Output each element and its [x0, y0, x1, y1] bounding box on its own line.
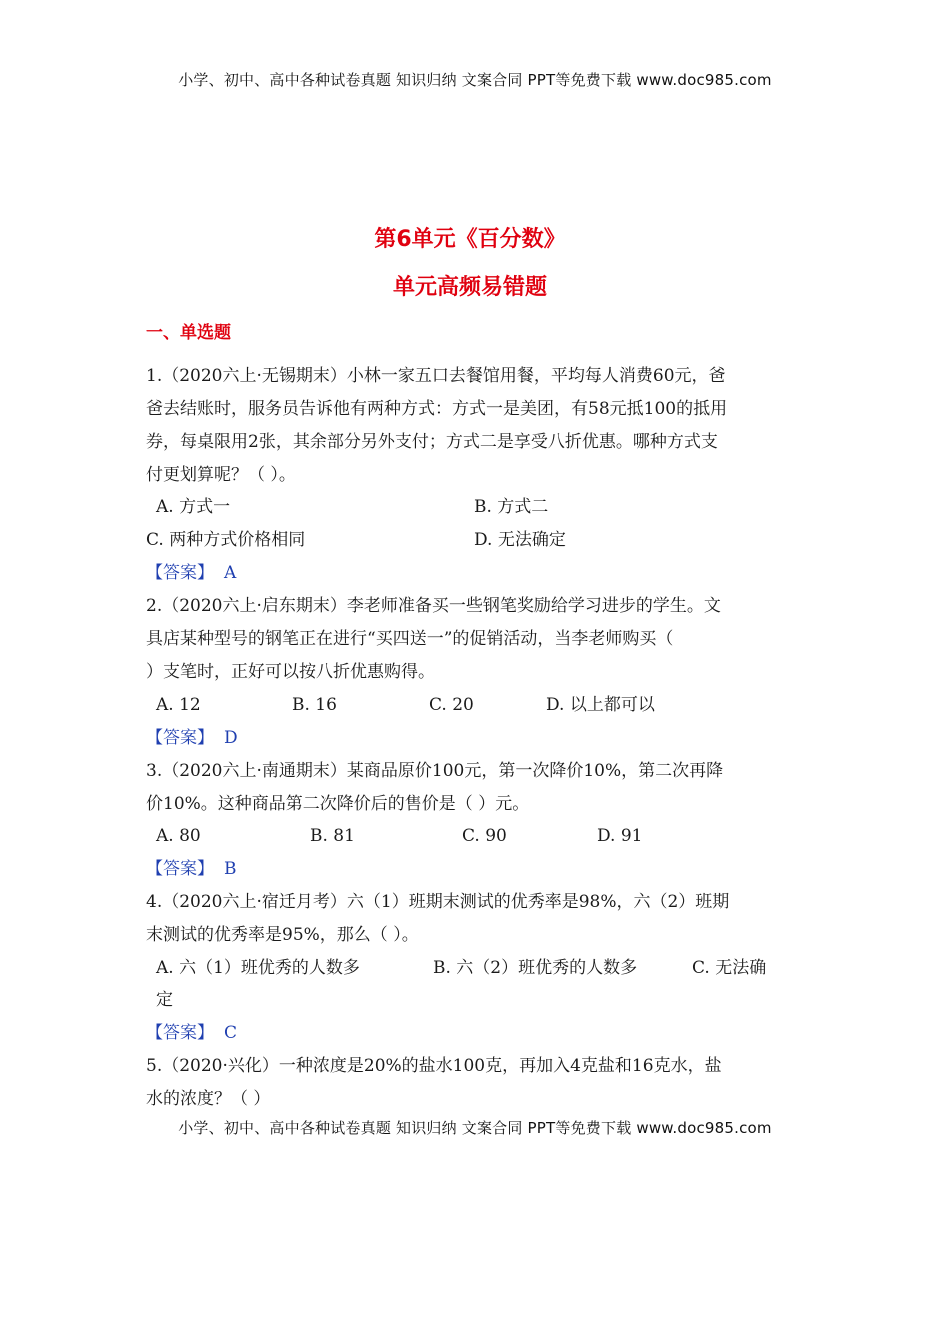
option-d: D. 以上都可以 — [546, 695, 655, 715]
question-line: 具店某种型号的钢笔正在进行“买四送一”的促销活动，当李老师购买（ — [146, 629, 674, 649]
answer-label: 【答案】 — [146, 1023, 214, 1043]
document-subtitle: 单元高频易错题 — [392, 275, 547, 300]
answer-label: 【答案】 — [146, 859, 214, 879]
answer-2 — [146, 722, 238, 755]
answer-1 — [146, 557, 236, 590]
answer-value: B — [224, 859, 237, 879]
question-2 — [146, 590, 806, 689]
option-b: B. 方式二 — [474, 497, 549, 517]
footer-banner: 小学、初中、高中各种试卷真题 知识归纳 文案合同 PPT等免费下载 www.doc985.com — [178, 1119, 772, 1137]
option-c: C. 两种方式价格相同 — [146, 530, 306, 550]
question-line: 水的浓度？（ ） — [146, 1089, 271, 1109]
question-line: 1.（2020六上·无锡期末）小林一家五口去餐馆用餐，平均每人消费60元，爸 — [146, 366, 726, 386]
question-line: ）支笔时，正好可以按八折优惠购得。 — [146, 662, 435, 682]
answer-value: A — [224, 563, 237, 583]
header-banner: 小学、初中、高中各种试卷真题 知识归纳 文案合同 PPT等免费下载 www.doc985.com — [178, 71, 772, 89]
answer-3 — [146, 853, 237, 886]
option-d: D. 无法确定 — [474, 530, 566, 550]
question-3 — [146, 755, 806, 821]
question-line: 末测试的优秀率是95%，那么（ ）。 — [146, 925, 419, 945]
answer-4 — [146, 1017, 237, 1050]
question-1 — [146, 360, 806, 492]
option-c: C. 90 — [462, 826, 507, 846]
question-4 — [146, 886, 806, 952]
question-line: 券，每桌限用2张，其余部分另外支付；方式二是享受八折优惠。哪种方式支 — [146, 432, 718, 452]
section-heading: 一、单选题 — [146, 323, 231, 343]
option-d: D. 91 — [597, 826, 643, 846]
question-line: 5.（2020·兴化）一种浓度是20%的盐水100克，再加入4克盐和16克水，盐 — [146, 1056, 722, 1076]
document-title: 第6单元《百分数》 — [374, 227, 566, 252]
option-c-continued: 定 — [156, 990, 173, 1010]
answer-label: 【答案】 — [146, 563, 214, 583]
option-c: C. 20 — [429, 695, 474, 715]
question-line: 爸去结账时，服务员告诉他有两种方式：方式一是美团，有58元抵100的抵用 — [146, 399, 728, 419]
option-a: A. 12 — [156, 695, 201, 715]
question-line: 付更划算呢？（ ）。 — [146, 465, 296, 485]
answer-value: D — [224, 728, 238, 748]
option-a: A. 六（1）班优秀的人数多 — [156, 958, 360, 978]
option-a: A. 80 — [156, 826, 201, 846]
question-line: 4.（2020六上·宿迁月考）六（1）班期末测试的优秀率是98%，六（2）班期 — [146, 892, 730, 912]
option-c: C. 无法确 — [692, 958, 767, 978]
answer-value: C — [224, 1023, 238, 1043]
option-b: B. 六（2）班优秀的人数多 — [433, 958, 638, 978]
option-b: B. 81 — [310, 826, 355, 846]
answer-label: 【答案】 — [146, 728, 214, 748]
option-a: A. 方式一 — [156, 497, 231, 517]
question-line: 3.（2020六上·南通期末）某商品原价100元，第一次降价10%，第二次再降 — [146, 761, 724, 781]
question-5 — [146, 1050, 806, 1116]
question-line: 2.（2020六上·启东期末）李老师准备买一些钢笔奖励给学习进步的学生。文 — [146, 596, 721, 616]
option-b: B. 16 — [292, 695, 337, 715]
question-line: 价10%。这种商品第二次降价后的售价是（ ）元。 — [146, 794, 530, 814]
